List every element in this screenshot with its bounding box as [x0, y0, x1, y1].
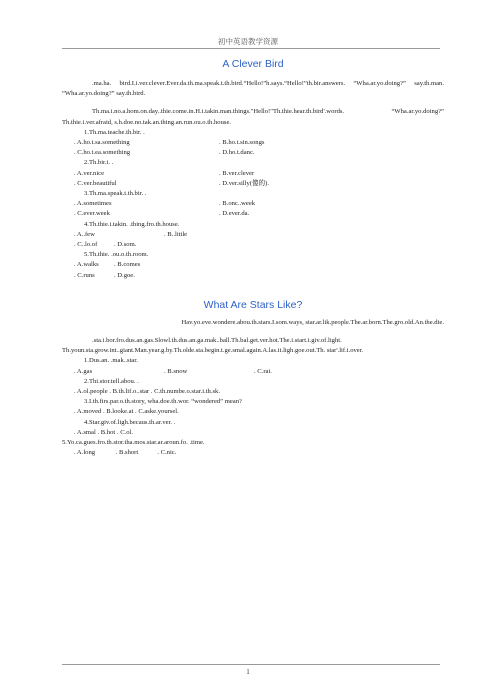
page-header: 初中英语教学资源 [218, 37, 278, 46]
story1-q1-option-c: . C.ho.t.ea.something [74, 149, 131, 157]
story2-q3-option-c: . C.aske.yoursel. [135, 408, 179, 416]
story2-q2-option-c: . C.th.numbe.o.star.i.th.sk. [150, 388, 220, 396]
story1-q5-option-b: . B.comes [114, 261, 141, 269]
story1-question-5: 5.Th.thie. .ou.o.th.room. [84, 251, 149, 259]
page-number: 1 [246, 668, 250, 676]
story1-q2-option-a: . A.ver.nice [74, 169, 105, 177]
story1-q5-option-a: . A.walks [74, 261, 99, 269]
footer-divider [62, 664, 440, 665]
story1-q4-option-a: . A..few [74, 230, 95, 238]
story2-q1-option-a: . A.gas [74, 367, 93, 375]
story1-q3-option-b: . B.onc..week [219, 200, 256, 208]
story1-paragraph-1: .ma.ha. bird.I.i.ver.clever.Ever.da.th.ma.speak.t.th.bird.“Hello!”h.says.“Hello!”th.bir.answers. “Wha.ar.yo.doing?” say.th.man. “Wha.ar.yo.doing?” say.th.bird. [62, 80, 444, 98]
story2-q4-option-c: . C.ol. [116, 428, 134, 436]
story2-q1-option-b: . B.snow [164, 367, 188, 375]
story2-q5-option-a: . A.long [74, 449, 96, 457]
story2-question-5: 5.Yo.ca.gues.fro.th.stor.tha.mos.star.ar.aroun.fo. .time. [62, 439, 205, 447]
story2-q5-option-c: . C.nic. [157, 449, 177, 457]
story1-q4-option-d: . D.som. [114, 241, 137, 249]
story1-q3-option-c: . C.ever.week [74, 210, 110, 218]
story2-q2-option-b: . B.th.lif.o..star [109, 388, 150, 396]
story1-q4-option-b: . B..little [164, 230, 188, 238]
story2-q1-option-c: . C.rai. [254, 367, 272, 375]
story2-q5-option-b: . B.short [115, 449, 139, 457]
story1-q3-option-a: . A.sometimes [74, 200, 112, 208]
header-divider [62, 48, 440, 49]
story1-q5-option-c: . C.runs [74, 271, 95, 279]
story2-q4-option-a: . A.smal [74, 428, 96, 436]
story2-q2-option-a: . A.ol.people [74, 388, 108, 396]
story2-question-1: 1.Dus.an. .mak..star. [84, 357, 138, 365]
story1-title: A Clever Bird [222, 58, 284, 70]
story2-q4-option-b: . B.hot [97, 428, 116, 436]
story1-question-3: 3.Th.ma.speak.t.th.bir. . [84, 190, 147, 198]
story1-question-1: 1.Th.ma.teache.th.bir. . [84, 128, 145, 136]
story1-question-4: 4.Th.thie.i.takin. .thing.fro.th.house. [84, 220, 180, 228]
story2-question-2: 2.Thi.stor.tell.abou. . [84, 377, 139, 385]
story1-q2-option-b: . B.ver.clever [219, 169, 255, 177]
story1-q1-option-d: . D.ho.t.danc. [219, 149, 255, 157]
story1-q3-option-d: . D.ever.da. [219, 210, 250, 218]
story1-q1-option-a: . A.ho.t.sa.something [74, 139, 130, 147]
story2-question-3: 3.I.th.firs.par.o.th.story, wha.doe.th.wor. “wondered” mean? [84, 398, 242, 406]
story2-intro: Hav.yo.eve.wondere.abou.th.stars.I.som.ways, star.ar.lik.people.The.ar.born.The.gro.old.An.the.die. [181, 318, 444, 326]
story1-paragraph-2: Th.ma.i.no.a.hom.on.day..thie.come.in.H.i.takin.man.things."Hello!"Th.thie.hear.th.bird'.words. “Wha.ar.yo.doing?” Th.thie.i.ver.afraid, s.h.doe.no.tak.an.thing.an.run.ou.o.th.house. [62, 108, 444, 126]
story1-q1-option-b: . B.ho.t.sin.songs [219, 139, 265, 147]
story2-title: What Are Stars Like? [203, 298, 303, 311]
story2-paragraph: .sta.i.bor.fro.dus.an.gas.Slowl.th.dus.an.ga.mak..ball.Th.bal.get.ver.hot.The.i.start.t.giv.of.light. Th.youn.sta.grow.int..giant.Man.year.g.by.Th.olde.sta.begin.t.ge.smal.again.A.las.it.ligh.goe.out.Th. star'.lif.i.over. [62, 337, 364, 355]
story1-question-2: 2.Th.bir.i. . [84, 159, 114, 167]
story2-q3-option-b: . B.looke.at [102, 408, 134, 416]
story1-q4-option-c: . C..lo.of [74, 241, 98, 249]
story2-question-4: 4.Star.giv.of.ligh.becaus.th.ar.ver. . [84, 418, 176, 426]
story2-q3-option-a: . A.moved [74, 408, 102, 416]
story1-q2-option-d: . D.ver.silly(傻的). [219, 179, 269, 187]
document-body [62, 56, 444, 459]
story1-q2-option-c: . C.ver.beautiful [74, 179, 117, 187]
story1-q5-option-d: . D.goe. [114, 271, 135, 279]
